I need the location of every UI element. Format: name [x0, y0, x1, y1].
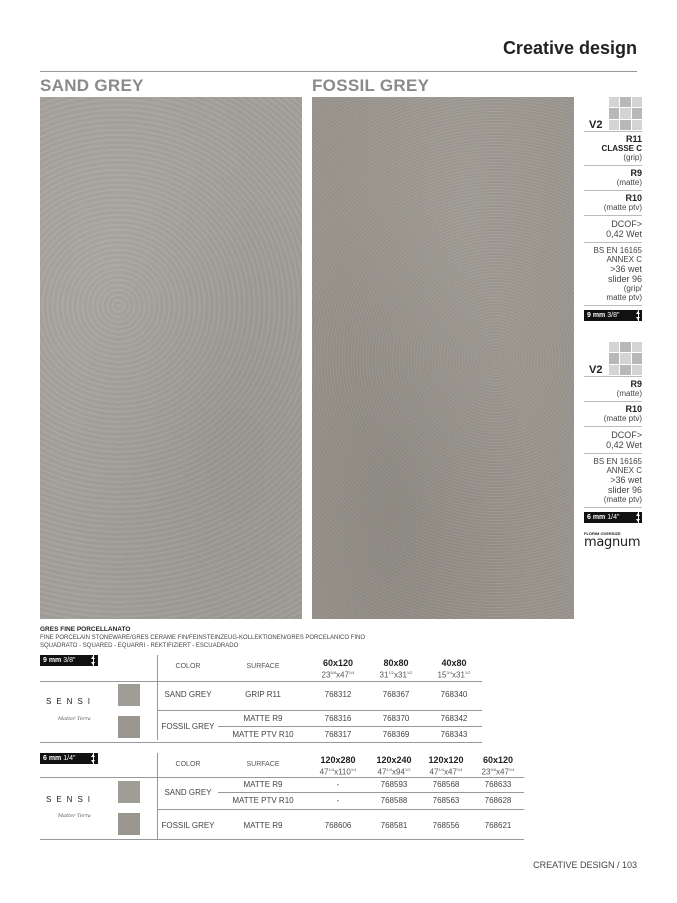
table2-row-rule: [158, 809, 524, 810]
product-name-sand-grey: SAND GREY: [40, 76, 144, 95]
swatch-sand-grey: [118, 684, 140, 706]
spec-column-9mm: [584, 97, 642, 321]
spec-r11: R11 CLASSE C (grip): [584, 132, 642, 166]
spec-r10: R10 (matte ptv): [584, 402, 642, 427]
spec-r9: R9 (matte): [584, 377, 642, 402]
thickness-arrow-icon: [93, 753, 94, 764]
tile-image-sand-grey: [40, 97, 302, 619]
swatch-sand-grey: [118, 781, 140, 803]
v2-label: V2: [589, 119, 603, 131]
table2-col-color: COLOR: [175, 761, 201, 768]
table1-size-60x120: 60x120 $23^{5/8}x47^{1/4}$: [321, 658, 355, 680]
table2-row2-code4: 768628: [484, 796, 512, 805]
material-subtitle: FINE PORCELAIN STONEWARE/GRES CERAME FIN/FEINSTEINZEUG-KOLLEKTIONEN/GRES PORCELANICO FINO SQUADRATO - SQUARED - EQUARRI - REKTIFIZIERT - ESCUADRADO: [40, 635, 366, 649]
table2-row1-code1: -: [336, 780, 340, 789]
magnum-logo-sub: FLORIM OVERSIZE: [584, 531, 621, 536]
thickness-badge-9mm: 9 mm 3/8": [584, 310, 642, 321]
table1-header-rule: [40, 681, 482, 682]
product-name-fossil-grey: FOSSIL GREY: [312, 76, 430, 95]
table2-row3-code2: 768581: [380, 821, 408, 830]
table2-row2-code2: 768588: [380, 796, 408, 805]
table2-row1-code3: 768568: [432, 780, 460, 789]
table1-bottom-rule: [40, 742, 482, 743]
table2-row-rule: [218, 792, 524, 793]
table1-row3-surface: MATTE PTV R10: [232, 730, 294, 739]
table2-row1-code2: 768593: [380, 780, 408, 789]
brand-sensi: SENSI: [46, 795, 96, 804]
table2-size-60x120: 60x120 $23^{5/8}x47^{1/4}$: [481, 755, 515, 777]
table1-row-rule: [158, 710, 482, 711]
pattern-grid-icon: [609, 342, 642, 375]
table2-col-surface: SURFACE: [246, 761, 280, 768]
spec-r9: R9 (matte): [584, 166, 642, 191]
tile-image-fossil-grey: [312, 97, 574, 619]
thickness-arrow-icon: [93, 655, 94, 666]
table2-row2-code3: 768563: [432, 796, 460, 805]
table1-row2-code1: 768316: [324, 714, 352, 723]
thickness-arrow-icon: [638, 512, 639, 523]
table1-row1-color: SAND GREY: [164, 690, 212, 699]
v2-pattern-box-2: [584, 342, 642, 377]
table2-size-120x120: 120x120 $47^{1/4}x47^{1/4}$: [428, 755, 464, 777]
table2-row3-code4: 768621: [484, 821, 512, 830]
v2-label: V2: [589, 364, 603, 376]
table1-thickness-badge: 9 mm 3/8": [40, 655, 98, 666]
pattern-grid-icon: [609, 97, 642, 130]
spec-bs-en: BS EN 16165 ANNEX C >36 wet slider 96 (matte ptv): [584, 454, 642, 508]
table1-row2-surface: MATTE R9: [243, 714, 283, 723]
swatch-fossil-grey: [118, 716, 140, 738]
table2-row3-surface: MATTE R9: [243, 821, 283, 830]
table1-col-surface: SURFACE: [246, 663, 280, 670]
brand-sub: Matter Terra: [58, 813, 91, 819]
table2-row1-code4: 768633: [484, 780, 512, 789]
brand-sub: Matter Terra: [58, 716, 91, 722]
table1-row1-code2: 768367: [382, 690, 410, 699]
spec-column-6mm: [584, 342, 642, 523]
spec-r10: R10 (matte ptv): [584, 191, 642, 216]
table2-bottom-rule: [40, 839, 524, 840]
spec-dcof: DCOF> 0,42 Wet: [584, 427, 642, 454]
thickness-badge-6mm: 6 mm 1/4": [584, 512, 642, 523]
table1-size-80x80: 80x80 $31^{1/2}x31^{1/2}$: [379, 658, 413, 680]
table1-row-rule: [218, 726, 482, 727]
table1-size-40x80: 40x80 $15^{3/4}x31^{1/2}$: [437, 658, 471, 680]
table2-row3-code1: 768606: [324, 821, 352, 830]
swatch-fossil-grey: [118, 813, 140, 835]
table2-row2-code1: -: [336, 796, 340, 805]
table2-header-rule: [40, 777, 524, 778]
table2-row3-code3: 768556: [432, 821, 460, 830]
table2-size-120x280: 120x280 $47^{1/4}x110^{1/4}$: [319, 755, 357, 777]
table2-size-120x240: 120x240 $47^{1/4}x94^{1/2}$: [376, 755, 412, 777]
table1-row3-code3: 768343: [440, 730, 468, 739]
table1-row1-code1: 768312: [324, 690, 352, 699]
thickness-arrow-icon: [638, 310, 639, 321]
page-footer: CREATIVE DESIGN / 103: [533, 860, 637, 870]
brand-sensi: SENSI: [46, 697, 96, 706]
table1-row3-code1: 768317: [324, 730, 352, 739]
table2-row1-color: SAND GREY: [164, 788, 212, 797]
table2-thickness-badge: 6 mm 1/4": [40, 753, 98, 764]
table1-row2-color: FOSSIL GREY: [161, 722, 215, 731]
table1-row3-code2: 768369: [382, 730, 410, 739]
table2-row2-surface: MATTE PTV R10: [232, 796, 294, 805]
magnum-logo: magnum: [584, 535, 641, 550]
table2-row3-color: FOSSIL GREY: [161, 821, 215, 830]
header-divider: [40, 71, 637, 72]
table1-row2-code3: 768342: [440, 714, 468, 723]
table1-row2-code2: 768370: [382, 714, 410, 723]
spec-bs-en: BS EN 16165 ANNEX C >36 wet slider 96 (grip/ matte ptv): [584, 243, 642, 306]
table1-col-color: COLOR: [175, 663, 201, 670]
v2-pattern-box: [584, 97, 642, 132]
spec-dcof: DCOF> 0,42 Wet: [584, 216, 642, 243]
table1-row1-surface: GRIP R11: [245, 690, 281, 699]
table2-row1-surface: MATTE R9: [243, 780, 283, 789]
section-title: Creative design: [502, 38, 637, 58]
material-title: GRES FINE PORCELLANATO: [40, 626, 131, 633]
table1-row1-code3: 768340: [440, 690, 468, 699]
